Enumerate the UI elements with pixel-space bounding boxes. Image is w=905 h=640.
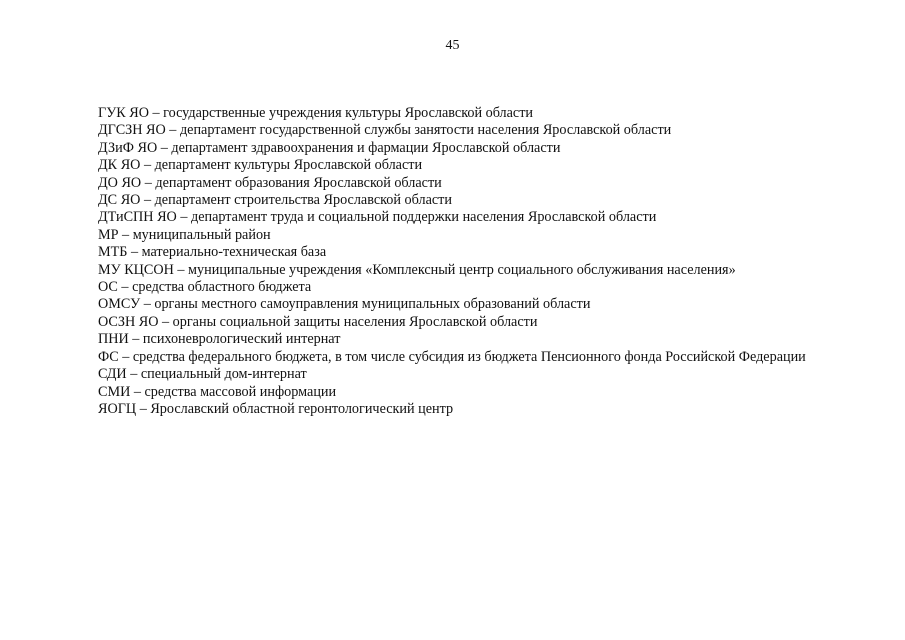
abbreviation-item: ДС ЯО – департамент строительства Ярославской области [98, 192, 452, 209]
abbreviation-item: ОМСУ – органы местного самоуправления муниципальных образований области [98, 296, 591, 313]
abbreviation-item: ГУК ЯО – государственные учреждения культуры Ярославской области [98, 105, 534, 121]
page-number: 45 [445, 38, 460, 53]
abbreviation-item: ДТиСПН ЯО – департамент труда и социальной поддержки населения Ярославской области [98, 209, 657, 226]
abbreviation-item: ДК ЯО – департамент культуры Ярославской области [98, 157, 423, 174]
abbreviation-item: ОСЗН ЯО – органы социальной защиты населения Ярославской области [98, 313, 538, 330]
abbreviation-item: СМИ – средства массовой информации [98, 383, 337, 400]
abbreviation-item: ДЗиФ ЯО – департамент здравоохранения и фармации Ярославской области [98, 139, 561, 156]
abbreviation-item: СДИ – специальный дом-интернат [98, 366, 307, 383]
abbreviation-item: ФС – средства федерального бюджета, в том числе субсидия из бюджета Пенсионного фонда Российской Федерации [98, 348, 806, 365]
abbreviation-item: МР – муниципальный район [98, 226, 271, 243]
abbreviation-item: ЯОГЦ – Ярославский областной геронтологический центр [98, 400, 454, 417]
abbreviation-item: ПНИ – психоневрологический интернат [98, 331, 341, 348]
abbreviation-item: МУ КЦСОН – муниципальные учреждения «Комплексный центр социального обслуживания населения» [98, 261, 736, 278]
abbreviation-item: ДО ЯО – департамент образования Ярославской области [98, 174, 442, 191]
abbreviation-item: ДГСЗН ЯО – департамент государственной службы занятости населения Ярославской области [98, 122, 672, 139]
abbreviation-list [62, 105, 844, 418]
abbreviation-item: ОС – средства областного бюджета [98, 279, 312, 296]
abbreviation-item: МТБ – материально-техническая база [98, 244, 327, 261]
